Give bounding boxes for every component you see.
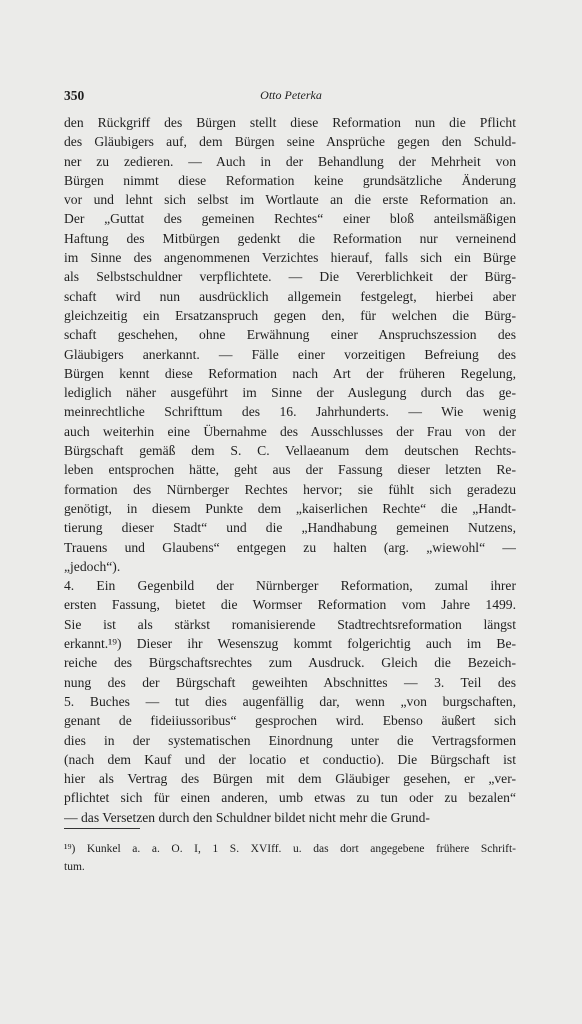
- footnote: [64, 840, 516, 876]
- text-line: hier als Vertrag des Bürgen mit dem Gläubiger gesehen, er „ver-: [64, 771, 516, 787]
- text-line: den Rückgriff des Bürgen stellt diese Reformation nun die Pflicht: [64, 115, 516, 130]
- body-text: [64, 113, 516, 827]
- text-line: lediglich näher ausgeführt im Sinne der Auslegung durch das ge-: [64, 385, 516, 401]
- page-number: 350: [64, 88, 85, 103]
- text-line: als Selbstschuldner verpflichtete. — Die Vererblichkeit der Bürg-: [64, 269, 516, 285]
- page-header: [64, 88, 518, 108]
- text-line: Haftung des Mitbürgen gedenkt die Reformation nur verneinend: [64, 230, 516, 246]
- text-line: erkannt.¹⁹) Dieser ihr Wesenszug kommt folgerichtig auch im Be-: [64, 636, 516, 652]
- text-line: meinrechtliche Schrifttum des 16. Jahrhunderts. — Wie wenig: [64, 404, 516, 420]
- text-line: schaft geschehen, ohne Erwähnung einer Anspruchszession des: [64, 327, 516, 343]
- text-line: nung des der Bürgschaft geweihten Abschnittes — 3. Teil des: [64, 674, 516, 690]
- text-line: Der „Guttat des gemeinen Rechtes“ einer bloß anteilsmäßigen: [64, 211, 516, 227]
- text-line: Sie ist als stärkst romanisierende Stadtrechtsreformation längst: [64, 616, 516, 632]
- text-line: (nach dem Kauf und der locatio et conductio). Die Bürgschaft ist: [64, 751, 516, 767]
- text-line: dies in der systematischen Einordnung unter die Vertragsformen: [64, 732, 516, 748]
- text-line: Bürgen kennt diese Reformation nach Art der früheren Regelung,: [64, 365, 516, 381]
- text-line: pflichtet sich für einen anderen, umb etwas zu tun oder zu bezalen“: [64, 790, 516, 806]
- text-line: im Sinne des angenommenen Verzichtes hierauf, falls sich ein Bürge: [64, 250, 516, 266]
- text-line: auch weiterhin eine Übernahme des Ausschlusses der Frau von der: [64, 423, 516, 439]
- footnote-line: tum.: [64, 861, 85, 873]
- text-line: vor und lehnt sich selbst im Wortlaute an die erste Reformation an.: [64, 192, 516, 208]
- text-line: formation des Nürnberger Rechtes hervor; sie fühlt sich geradezu: [64, 481, 516, 497]
- text-line: reiche des Bürgschaftsrechtes zum Ausdruck. Gleich die Bezeich-: [64, 655, 516, 671]
- text-line: 5. Buches — tut dies augenfällig dar, wenn „von burgschaften,: [64, 693, 516, 709]
- text-line: des Gläubigers auf, dem Bürgen seine Ansprüche gegen den Schuld-: [64, 134, 516, 150]
- running-head: Otto Peterka: [260, 88, 322, 102]
- text-line: Bürgschaft gemäß dem S. C. Vellaeanum dem deutschen Rechts-: [64, 443, 516, 459]
- text-line: — das Versetzen durch den Schuldner bildet nicht mehr die Grund-: [64, 809, 430, 825]
- text-line: „jedoch“).: [64, 558, 121, 574]
- text-line: gleichzeitig ein Ersatzanspruch gegen den, für welchen die Bürg-: [64, 307, 516, 323]
- text-line: genötigt, in diesem Punkte dem „kaiserlichen Rechte“ die „Handt-: [64, 500, 516, 516]
- text-line: tierung dieser Stadt“ und die „Handhabung gemeinen Nutzens,: [64, 520, 516, 536]
- text-line: 4. Ein Gegenbild der Nürnberger Reformation, zumal ihrer: [64, 578, 516, 594]
- text-line: schaft wird nun ausdrücklich allgemein festgelegt, hierbei aber: [64, 288, 516, 304]
- text-line: ersten Fassung, bietet die Wormser Reformation vom Jahre 1499.: [64, 597, 516, 613]
- footnote-divider: [64, 828, 140, 829]
- text-line: Gläubigers anerkannt. — Fälle einer vorzeitigen Befreiung des: [64, 346, 516, 362]
- text-line: Bürgen nimmt diese Reformation keine grundsätzliche Änderung: [64, 172, 516, 188]
- footnote-line: ¹⁹) Kunkel a. a. O. I, 1 S. XVIff. u. das dort angegebene frühere Schrift-: [64, 843, 516, 855]
- text-line: ner zu zedieren. — Auch in der Behandlung der Mehrheit von: [64, 153, 516, 169]
- text-line: Trauens und Glaubens“ entgegen zu halten (arg. „wiewohl“ —: [64, 539, 516, 555]
- text-line: leben entsprochen hätte, geht aus der Fassung dieser letzten Re-: [64, 462, 516, 478]
- text-line: genant de fideiiussoribus“ gesprochen wird. Ebenso äußert sich: [64, 713, 516, 729]
